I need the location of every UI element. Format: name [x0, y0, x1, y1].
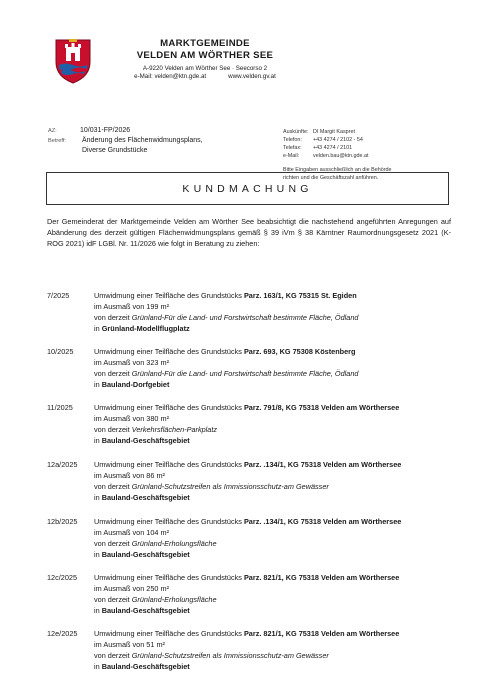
entry-line-from: von derzeit Grünland-Erholungsfläche — [94, 539, 217, 548]
municipality-crest-icon — [55, 38, 91, 84]
betreff-label: Betreff: — [48, 138, 66, 144]
municipality-header — [100, 38, 310, 81]
municipality-web[interactable]: www.velden.gv.at — [228, 73, 276, 80]
municipality-contact-line — [100, 73, 310, 81]
contact-label: Auskünfte: — [283, 129, 309, 135]
entry-line-parcel: Umwidmung einer Teilfläche des Grundstücks Parz. 693, KG 75308 Köstenberg — [94, 347, 356, 356]
contact-label: Telefon: — [283, 137, 302, 143]
entry-parcel: Parz. 693, KG 75308 Köstenberg — [243, 347, 356, 356]
kundmachung-heading: KUNDMACHUNG — [182, 182, 313, 195]
entry-number: 10/2025 — [47, 347, 74, 356]
contact-label: e-Mail: — [283, 153, 300, 159]
entry-area: im Ausmaß von 86 m² — [94, 471, 165, 480]
entry-line-from: von derzeit Grünland-Für die Land- und Forstwirtschaft bestimmte Fläche, Ödland — [94, 369, 359, 378]
intro-paragraph: Der Gemeinderat der Marktgemeinde Velden am Wörther See beabsichtigt die nachstehend angeführten Anregungen auf Abänderung des derzeit gültigen Flächenwidmungsplans gemäß § 39 iVm § 38 Kärntner Raumordnungsgesetz 2021 (K-ROG 2021) idF LGBl. Nr. 11/2026 wie folgt in Beratung zu ziehen: — [47, 217, 451, 248]
entry-from-zoning: Grünland-Für die Land- und Forstwirtschaft bestimmte Fläche, Ödland — [131, 369, 359, 378]
entry-body — [94, 402, 459, 446]
entry-body — [94, 572, 459, 616]
entry-parcel: Parz. 821/1, KG 75318 Velden am Wörthersee — [243, 573, 400, 582]
municipality-address: A-9220 Velden am Wörther See · Seecorso 2 — [142, 65, 268, 72]
entry-line-to: in Bauland-Geschäftsgebiet — [94, 662, 190, 671]
municipality-name-line1: MARKTGEMEINDE — [160, 38, 250, 49]
entry-from-zoning: Grünland-Für die Land- und Forstwirtschaft bestimmte Fläche, Ödland — [131, 313, 359, 322]
municipality-email[interactable]: e-Mail: velden@ktn.gde.at — [134, 73, 207, 80]
contact-value: +43 4274 / 2101 — [313, 145, 353, 151]
contact-note-line1: Bitte Eingaben ausschließlich an die Behörde — [283, 167, 392, 173]
municipality-name-line2: VELDEN AM WÖRTHER SEE — [136, 50, 274, 61]
betreff-line1: Änderung des Flächenwidmungsplans, — [82, 137, 203, 144]
entry-line-from: von derzeit Grünland-Für die Land- und Forstwirtschaft bestimmte Fläche, Ödland — [94, 313, 359, 322]
entry-line-to: in Bauland-Geschäftsgebiet — [94, 550, 190, 559]
contact-email[interactable]: velden.bau@ktn.gde.at — [313, 153, 369, 159]
entry-to-zoning: Bauland-Geschäftsgebiet — [101, 436, 190, 445]
entry-line-to: in Grünland-Modellflugplatz — [94, 324, 190, 333]
entry-line-parcel: Umwidmung einer Teilfläche des Grundstücks Parz. 821/1, KG 75318 Velden am Wörthersee — [94, 573, 400, 582]
entry-line-parcel: Umwidmung einer Teilfläche des Grundstücks Parz. 163/1, KG 75315 St. Egiden — [94, 291, 357, 300]
entry-number: 11/2025 — [47, 403, 73, 412]
entry-parcel: Parz. 163/1, KG 75315 St. Egiden — [243, 291, 357, 300]
entry-area: im Ausmaß von 51 m² — [94, 640, 165, 649]
entry-area: im Ausmaß von 199 m² — [94, 302, 170, 311]
entry-body — [94, 346, 459, 390]
entry-to-zoning: Bauland-Geschäftsgebiet — [101, 662, 190, 671]
contact-row — [283, 152, 453, 160]
entry-from-zoning: Grünland-Erholungsfläche — [131, 595, 217, 604]
entry-number: 7/2025 — [47, 291, 70, 300]
contact-row — [283, 136, 453, 144]
contact-row — [283, 128, 453, 136]
entry-from-zoning: Grünland-Schutzstreifen als Immissionsschutz-am Gewässer — [131, 651, 329, 660]
entry-line-from: von derzeit Verkehrsflächen-Parkplatz — [94, 425, 218, 434]
entry-area: im Ausmaß von 104 m² — [94, 528, 170, 537]
contact-label: Telefax: — [283, 145, 302, 151]
kundmachung-heading-box — [46, 172, 449, 205]
entry-to-zoning: Bauland-Dorfgebiet — [101, 380, 170, 389]
contact-row — [283, 144, 453, 152]
entry-from-zoning: Grünland-Schutzstreifen als Immissionsschutz-am Gewässer — [131, 482, 329, 491]
entry-area: im Ausmaß von 323 m² — [94, 358, 170, 367]
entry-line-to: in Bauland-Dorfgebiet — [94, 380, 170, 389]
entry-body — [94, 628, 459, 672]
entry-to-zoning: Bauland-Geschäftsgebiet — [101, 606, 190, 615]
entry-line-from: von derzeit Grünland-Schutzstreifen als Immissionsschutz-am Gewässer — [94, 482, 329, 491]
entry-from-zoning: Verkehrsflächen-Parkplatz — [131, 425, 218, 434]
entry-number: 12a/2025 — [47, 460, 78, 469]
entry-parcel: Parz. 821/1, KG 75318 Velden am Wörthersee — [243, 629, 400, 638]
az-value: 10/031-FP/2026 — [80, 127, 131, 134]
az-label: AZ: — [48, 128, 57, 134]
entry-line-parcel: Umwidmung einer Teilfläche des Grundstücks Parz. 791/8, KG 75318 Velden am Wörthersee — [94, 403, 400, 412]
contact-value: DI Margit Kaspret — [313, 129, 355, 135]
entry-line-to: in Bauland-Geschäftsgebiet — [94, 436, 190, 445]
entry-number: 12b/2025 — [47, 517, 78, 526]
entry-body — [94, 516, 459, 560]
entry-to-zoning: Bauland-Geschäftsgebiet — [101, 550, 190, 559]
entry-area: im Ausmaß von 380 m² — [94, 414, 170, 423]
entry-body — [94, 459, 459, 503]
entry-number: 12c/2025 — [47, 573, 78, 582]
entry-number: 12e/2025 — [47, 629, 78, 638]
entry-to-zoning: Bauland-Geschäftsgebiet — [101, 493, 190, 502]
entry-area: im Ausmaß von 250 m² — [94, 584, 170, 593]
entry-from-zoning: Grünland-Erholungsfläche — [131, 539, 217, 548]
contact-value: +43 4274 / 2102 - 54 — [313, 137, 363, 143]
entry-line-to: in Bauland-Geschäftsgebiet — [94, 493, 190, 502]
betreff-line2: Diverse Grundstücke — [82, 147, 148, 154]
entry-line-parcel: Umwidmung einer Teilfläche des Grundstücks Parz. 821/1, KG 75318 Velden am Wörthersee — [94, 629, 400, 638]
entry-line-from: von derzeit Grünland-Erholungsfläche — [94, 595, 217, 604]
entry-body — [94, 290, 459, 334]
entry-parcel: Parz. .134/1, KG 75318 Velden am Wörthersee — [243, 460, 402, 469]
entry-line-to: in Bauland-Geschäftsgebiet — [94, 606, 190, 615]
entry-line-from: von derzeit Grünland-Schutzstreifen als Immissionsschutz-am Gewässer — [94, 651, 329, 660]
entry-to-zoning: Grünland-Modellflugplatz — [101, 324, 190, 333]
entry-line-parcel: Umwidmung einer Teilfläche des Grundstücks Parz. .134/1, KG 75318 Velden am Wörthersee — [94, 460, 402, 469]
contact-note-line2: richten und die Geschäftszahl anführen. — [283, 175, 379, 181]
entry-line-parcel: Umwidmung einer Teilfläche des Grundstücks Parz. .134/1, KG 75318 Velden am Wörthersee — [94, 517, 402, 526]
entry-parcel: Parz. .134/1, KG 75318 Velden am Wörthersee — [243, 517, 402, 526]
entry-parcel: Parz. 791/8, KG 75318 Velden am Wörthersee — [243, 403, 400, 412]
